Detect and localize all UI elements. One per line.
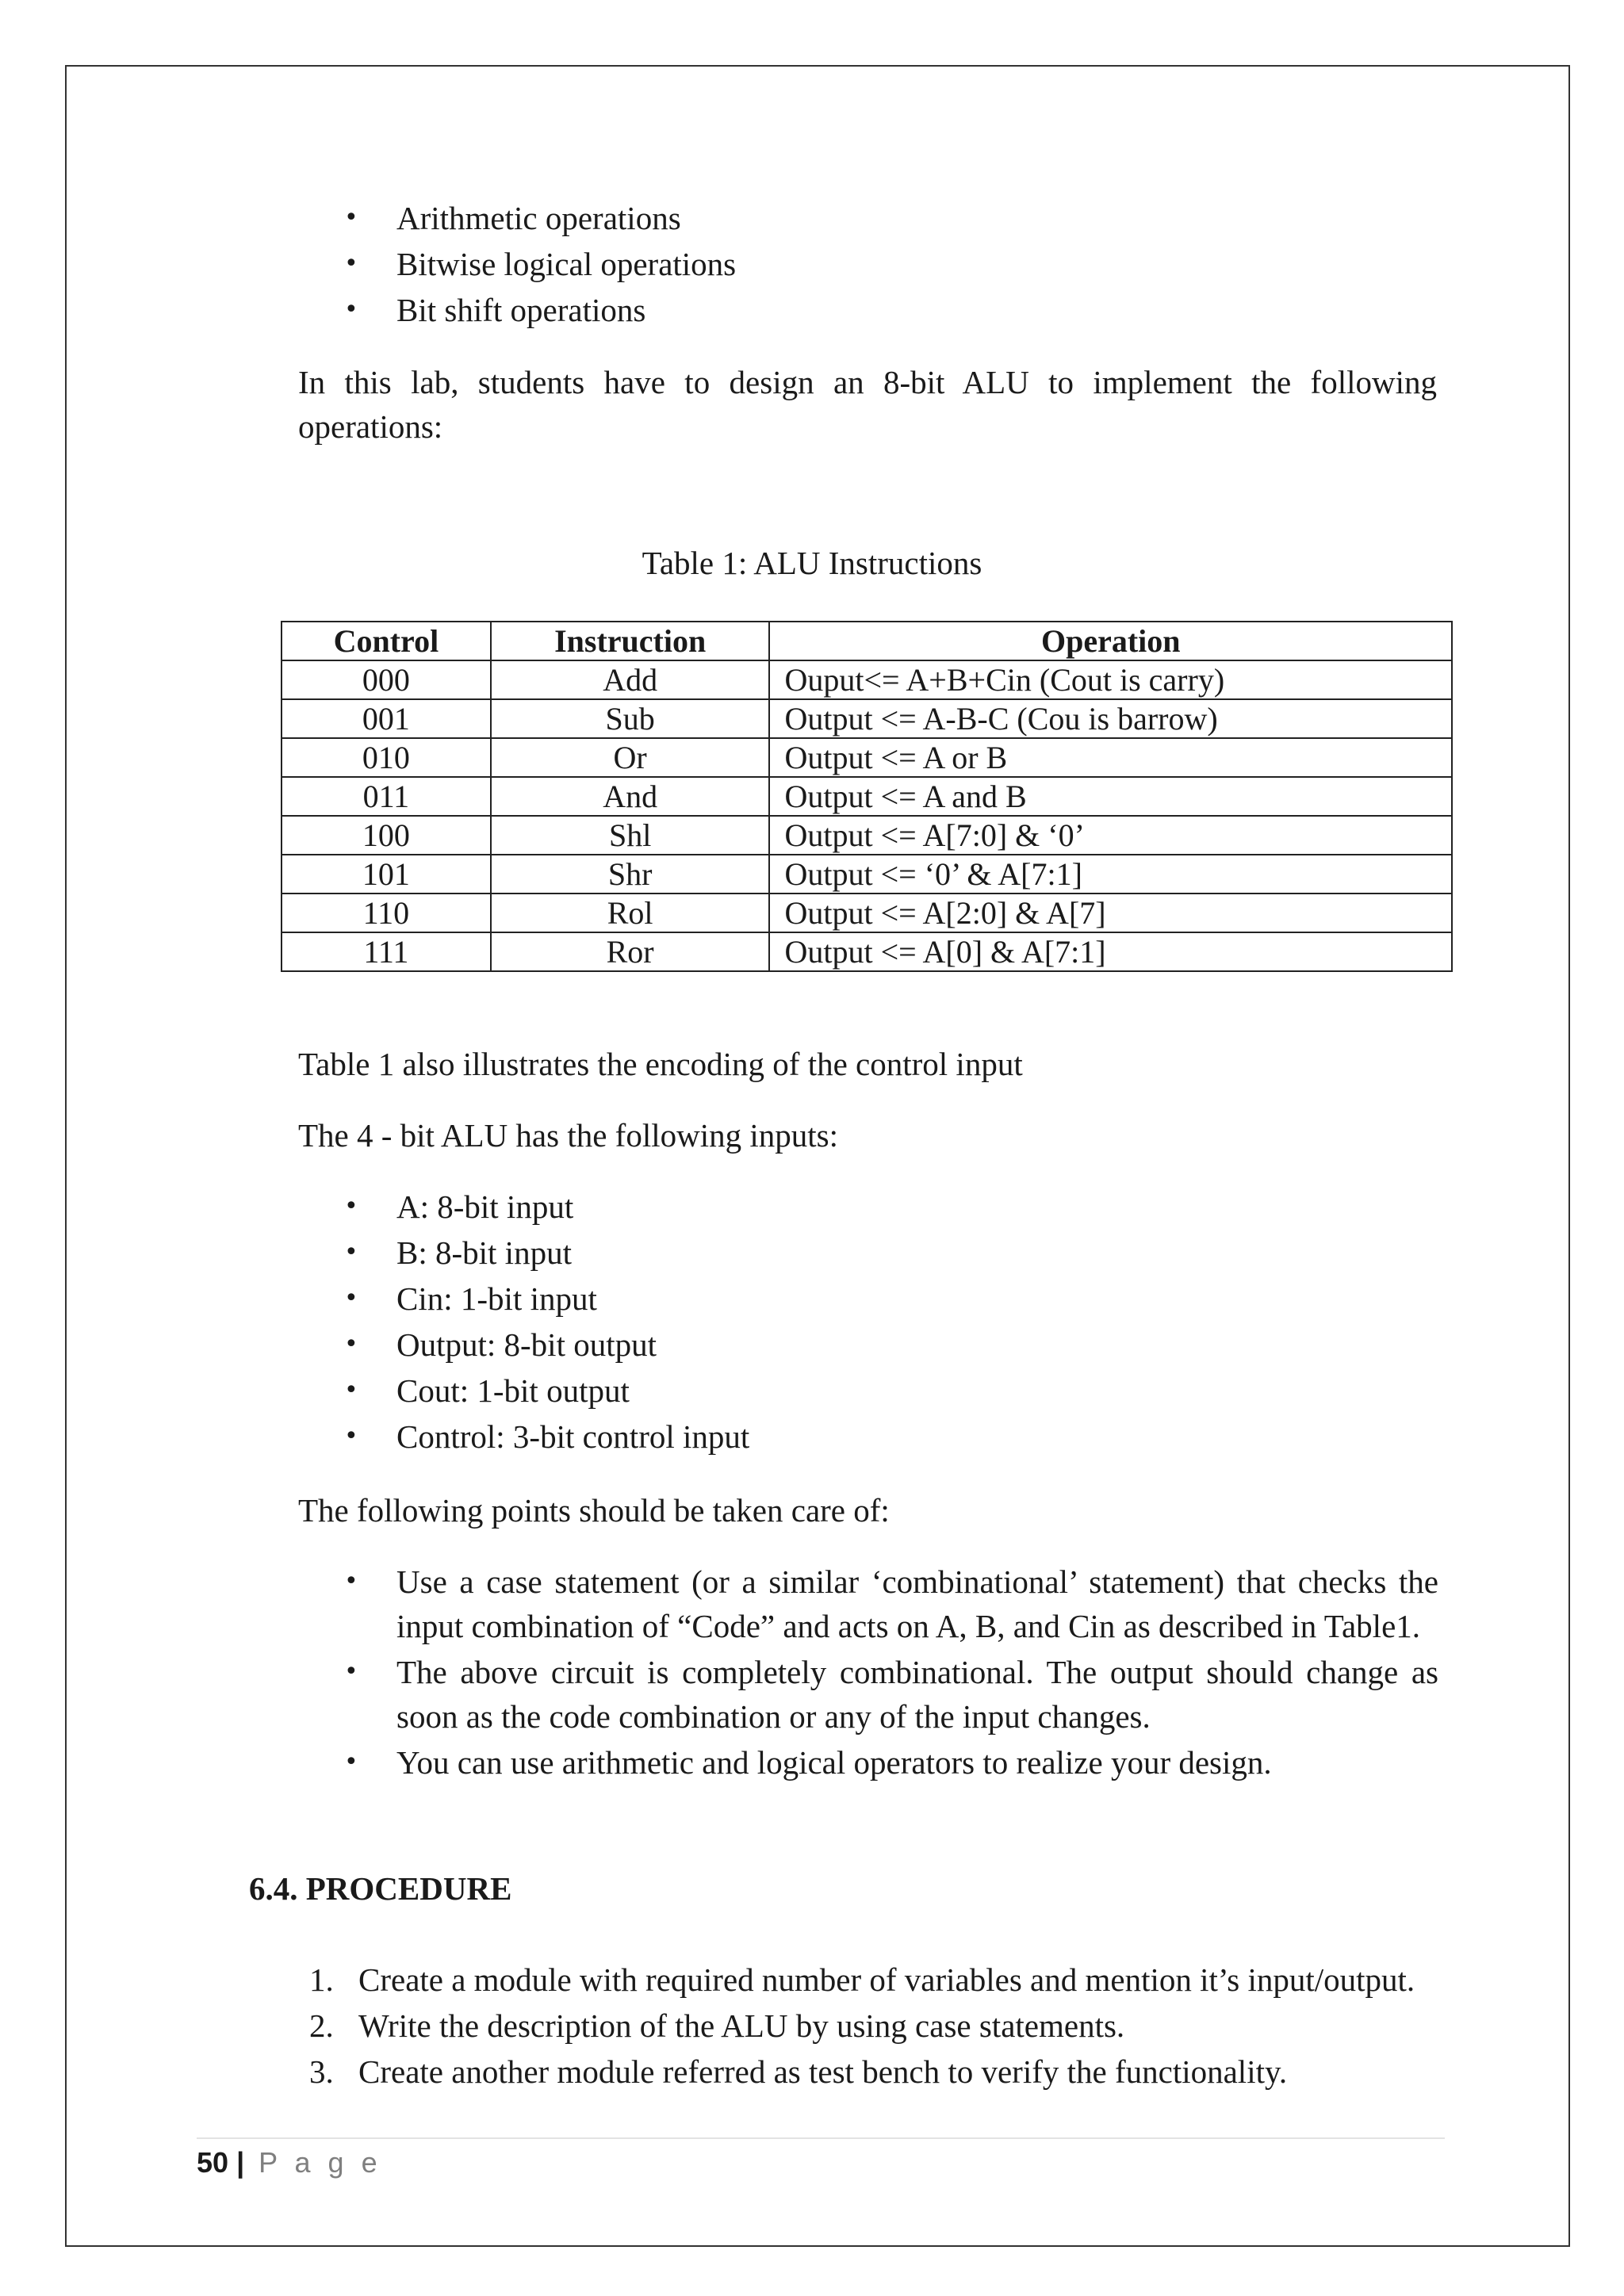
list-item-text: Cin: 1-bit input [396, 1280, 597, 1317]
list-item-text: Bitwise logical operations [396, 246, 737, 282]
footer-divider [197, 2137, 1445, 2139]
list-item-text: Bit shift operations [396, 292, 646, 328]
list-item [344, 1184, 1518, 1230]
operation-cell: Output <= A[0] & A[7:1] [769, 932, 1452, 971]
step-text: Write the description of the ALU by using case statements. [358, 2007, 1125, 2044]
section-heading: 6.4. PROCEDURE [249, 1870, 512, 1907]
list-item-text: A: 8-bit input [396, 1188, 574, 1225]
control-cell: 001 [282, 699, 491, 738]
list-item-text: The above circuit is completely combinational. The output should change as soon as the code combination or any of the input changes. [396, 1654, 1438, 1735]
bullet-icon: • [344, 1422, 358, 1450]
procedure-steps [309, 1957, 1546, 2095]
list-item [344, 1740, 1438, 1785]
bullet-icon: • [344, 1238, 358, 1266]
column-header-operation: Operation [769, 622, 1452, 660]
bullet-icon: • [344, 1330, 358, 1358]
bullet-icon: • [344, 1748, 358, 1776]
bullet-icon: • [344, 1284, 358, 1312]
list-item [309, 2049, 1546, 2095]
list-item [309, 1957, 1546, 2003]
operation-cell: Output <= ‘0’ & A[7:1] [769, 855, 1452, 894]
control-cell: 011 [282, 777, 491, 816]
step-text: Create another module referred as test bench to verify the functionality. [358, 2053, 1288, 2090]
list-item-text: B: 8-bit input [396, 1234, 572, 1271]
operation-cell: Output <= A[2:0] & A[7] [769, 894, 1452, 932]
instruction-cell: Or [491, 738, 770, 777]
step-number: 1. [309, 1961, 334, 1998]
control-cell: 100 [282, 816, 491, 855]
alu-instructions-table [281, 621, 1453, 972]
page-footer [197, 2144, 382, 2182]
page-label: P a g e [259, 2146, 382, 2179]
bullet-icon: • [344, 1376, 358, 1404]
inputs-intro: The 4 - bit ALU has the following inputs: [298, 1117, 838, 1154]
column-header-control: Control [282, 622, 491, 660]
list-item-text: Output: 8-bit output [396, 1326, 657, 1363]
operation-cell: Ouput<= A+B+Cin (Cout is carry) [769, 660, 1452, 699]
list-item-text: Cout: 1-bit output [396, 1372, 630, 1409]
list-item [344, 287, 1518, 333]
step-text: Create a module with required number of variables and mention it’s input/output. [358, 1961, 1415, 1998]
bullet-icon: • [344, 204, 358, 232]
control-cell: 110 [282, 894, 491, 932]
list-item [344, 1559, 1438, 1648]
operation-cell: Output <= A and B [769, 777, 1452, 816]
table-row [282, 894, 1452, 932]
list-item [344, 1276, 1518, 1322]
list-item-text: Control: 3-bit control input [396, 1418, 750, 1455]
operation-cell: Output <= A-B-C (Cou is barrow) [769, 699, 1452, 738]
table-header-row [282, 622, 1452, 660]
points-intro: The following points should be taken care of: [298, 1492, 890, 1529]
control-cell: 101 [282, 855, 491, 894]
table-row [282, 816, 1452, 855]
table-row [282, 660, 1452, 699]
bullet-icon: • [344, 296, 358, 323]
instruction-cell: Rol [491, 894, 770, 932]
table-row [282, 932, 1452, 971]
page-number: 50 [197, 2146, 229, 2179]
table-row [282, 699, 1452, 738]
list-item [344, 195, 1518, 241]
table-note: Table 1 also illustrates the encoding of the control input [298, 1046, 1023, 1082]
table-row [282, 855, 1452, 894]
list-item-text: You can use arithmetic and logical operators to realize your design. [396, 1744, 1272, 1781]
bullet-icon: • [344, 250, 358, 277]
list-item [344, 1230, 1518, 1276]
control-cell: 000 [282, 660, 491, 699]
bullet-icon: • [344, 1658, 358, 1686]
list-item-text: Arithmetic operations [396, 200, 681, 236]
table-caption: Table 1: ALU Instructions [642, 545, 982, 581]
list-item-text: Use a case statement (or a similar ‘combinational’ statement) that checks the input combination of “Code” and acts on A, B, and Cin as described in Table1. [396, 1563, 1438, 1644]
list-item [309, 2003, 1546, 2049]
points-bullet-list [344, 1559, 1438, 1785]
operation-cell: Output <= A or B [769, 738, 1452, 777]
control-cell: 010 [282, 738, 491, 777]
footer-separator: | [236, 2146, 245, 2179]
list-item [344, 241, 1518, 287]
instruction-cell: Shr [491, 855, 770, 894]
table-row [282, 777, 1452, 816]
intro-paragraph: In this lab, students have to design an 8-bit ALU to implement the following operations: [298, 364, 1437, 445]
list-item [344, 1322, 1518, 1368]
instruction-cell: Add [491, 660, 770, 699]
step-number: 3. [309, 2053, 334, 2090]
list-item [344, 1368, 1518, 1414]
instruction-cell: Sub [491, 699, 770, 738]
bullet-icon: • [344, 1567, 358, 1595]
intro-bullet-list [344, 195, 1518, 333]
list-item [344, 1650, 1438, 1739]
list-item [344, 1414, 1518, 1460]
inputs-bullet-list [344, 1184, 1518, 1460]
bullet-icon: • [344, 1192, 358, 1220]
instruction-cell: Ror [491, 932, 770, 971]
instruction-cell: And [491, 777, 770, 816]
instruction-cell: Shl [491, 816, 770, 855]
table-row [282, 738, 1452, 777]
step-number: 2. [309, 2007, 334, 2044]
operation-cell: Output <= A[7:0] & ‘0’ [769, 816, 1452, 855]
column-header-instruction: Instruction [491, 622, 770, 660]
control-cell: 111 [282, 932, 491, 971]
